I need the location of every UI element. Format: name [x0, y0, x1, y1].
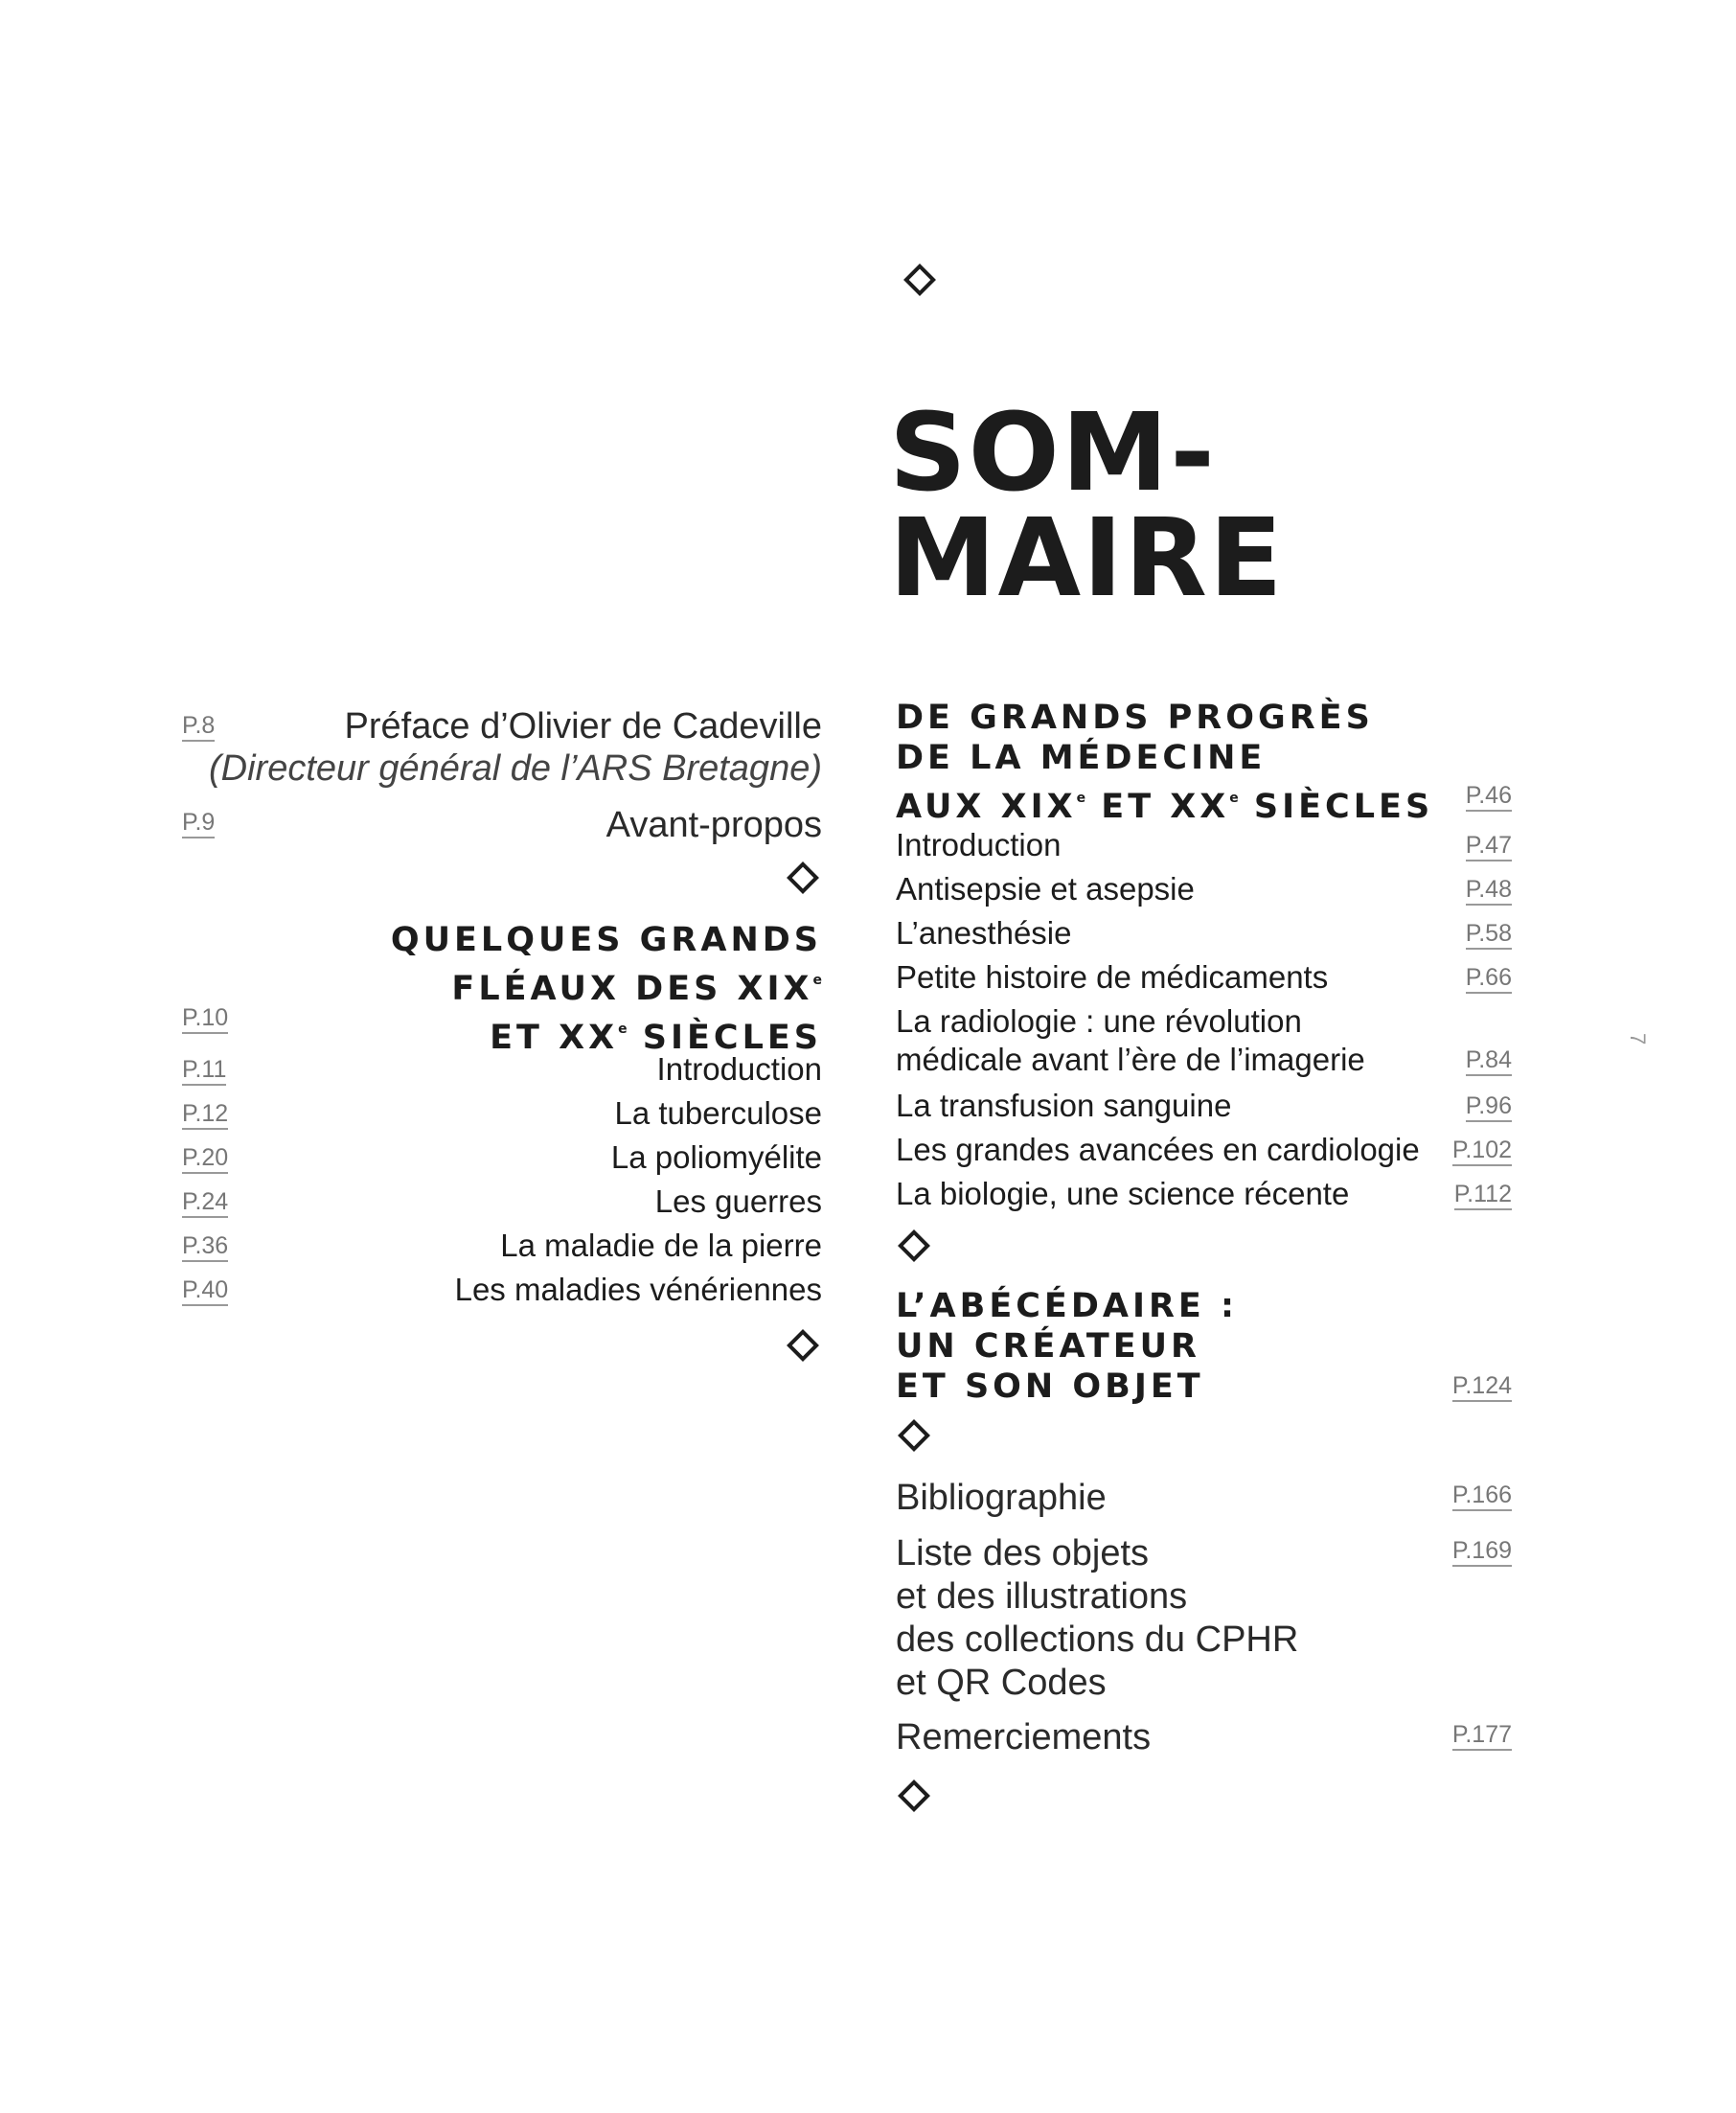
toc-foreword[interactable]: [182, 803, 822, 851]
toc-item-label: Les maladies vénériennes: [454, 1272, 822, 1307]
section-heading-line-3: ET SON OBJET: [896, 1367, 1204, 1406]
object-list-line-1: Liste des objets: [896, 1533, 1150, 1573]
right-diamond-ornament-1: [898, 1229, 930, 1262]
page-ref: P.112: [1454, 1181, 1512, 1210]
right-diamond-ornament-2: [898, 1419, 930, 1452]
toc-item[interactable]: [896, 1131, 1512, 1169]
page-ref: P.20: [182, 1144, 228, 1174]
page-title: [889, 391, 1285, 621]
title-line-1: SOM-: [889, 391, 1217, 516]
toc-item[interactable]: [182, 1138, 822, 1177]
top-diamond-ornament: [903, 264, 936, 296]
acknowledgements-label: Remerciements: [896, 1717, 1152, 1757]
section-heading-line-1: QUELQUES GRANDS: [390, 921, 822, 959]
page-ref: P.177: [1452, 1721, 1512, 1751]
toc-item[interactable]: [182, 1227, 822, 1265]
page-ref: P.84: [1466, 1046, 1512, 1076]
toc-item[interactable]: [896, 870, 1512, 908]
section-heading: [896, 1286, 1238, 1407]
page-ref: P.66: [1466, 964, 1512, 994]
toc-item[interactable]: [896, 914, 1512, 953]
page-ref: P.12: [182, 1100, 228, 1130]
left-diamond-ornament-2: [787, 1329, 819, 1362]
toc-item[interactable]: [182, 1271, 822, 1309]
page-ref: P.8: [182, 712, 215, 742]
page-ref: P.9: [182, 809, 215, 838]
page-ref: P.48: [1466, 876, 1512, 906]
section-heading-line-1: L’ABÉCÉDAIRE :: [896, 1287, 1239, 1325]
section-heading: [896, 698, 1433, 827]
left-diamond-ornament-1: [787, 861, 819, 894]
toc-item[interactable]: [182, 1183, 822, 1221]
toc-item[interactable]: [182, 1094, 822, 1133]
toc-section-abecedaire[interactable]: [896, 1286, 1512, 1407]
toc-item[interactable]: [896, 1002, 1512, 1083]
section-heading-line-1: DE GRANDS PROGRÈS: [896, 699, 1374, 737]
object-list-line-3: des collections du CPHR: [896, 1619, 1299, 1660]
preface-sublabel: (Directeur général de l’ARS Bretagne): [209, 748, 822, 789]
toc-item-label: La tuberculose: [614, 1095, 822, 1131]
toc-item-label: L’anesthésie: [896, 915, 1072, 951]
toc-item-label: Les grandes avancées en cardiologie: [896, 1132, 1420, 1167]
toc-bibliography[interactable]: [896, 1476, 1512, 1524]
toc-item-label: Les guerres: [654, 1183, 822, 1219]
page-ref: P.46: [1466, 782, 1512, 812]
section-heading: [391, 920, 822, 1058]
bottom-diamond-ornament: [898, 1780, 930, 1812]
page-number: 7: [1626, 1033, 1650, 1045]
page-ref: P.58: [1466, 920, 1512, 950]
toc-item[interactable]: [896, 1087, 1512, 1125]
toc-item-label: Introduction: [656, 1051, 822, 1087]
foreword-label: Avant-propos: [605, 805, 822, 845]
bibliography-label: Bibliographie: [896, 1478, 1107, 1518]
section-heading-line-2: FLÉAUX DES XIXe: [451, 970, 822, 1008]
toc-preface[interactable]: [182, 704, 822, 791]
page-ref: P.169: [1452, 1537, 1512, 1567]
page-ref: P.47: [1466, 832, 1512, 861]
page-ref: P.24: [182, 1188, 228, 1218]
preface-label: Préface d’Olivier de Cadeville: [344, 706, 822, 746]
section-heading-line-3: ET XXe SIÈCLES: [490, 1019, 822, 1057]
toc-item[interactable]: [896, 958, 1512, 997]
page-ref: P.96: [1466, 1092, 1512, 1122]
toc-acknowledgements[interactable]: [896, 1715, 1512, 1763]
toc-item-label: Introduction: [896, 827, 1062, 862]
section-heading-line-3: AUX XIXe ET XXe SIÈCLES: [896, 788, 1434, 826]
section-heading-line-2: DE LA MÉDECINE: [896, 739, 1267, 777]
title-line-2: MAIRE: [889, 496, 1285, 621]
toc-object-list[interactable]: [896, 1531, 1512, 1708]
page-ref: P.10: [182, 1004, 228, 1034]
toc-item-label-line-2: médicale avant l’ère de l’imagerie: [896, 1042, 1365, 1077]
page-ref: P.102: [1452, 1137, 1512, 1166]
object-list-line-4: et QR Codes: [896, 1663, 1107, 1703]
toc-item-label: La poliomyélite: [610, 1139, 822, 1175]
toc-item[interactable]: [182, 1050, 822, 1089]
toc-item-label: La biologie, une science récente: [896, 1176, 1350, 1211]
page-ref: P.40: [182, 1276, 228, 1306]
toc-item-label: La transfusion sanguine: [896, 1088, 1232, 1123]
toc-section-progress[interactable]: [896, 698, 1512, 826]
page-ref: P.11: [182, 1056, 226, 1086]
toc-item-label: Antisepsie et asepsie: [896, 871, 1195, 907]
toc-section-scourges[interactable]: [182, 920, 822, 1057]
object-list-line-2: et des illustrations: [896, 1576, 1188, 1617]
toc-item-label: La radiologie : une révolution: [896, 1003, 1302, 1039]
page-ref: P.124: [1452, 1372, 1512, 1402]
toc-item[interactable]: [896, 1175, 1512, 1213]
section-heading-line-2: UN CRÉATEUR: [896, 1327, 1200, 1366]
toc-item-label: La maladie de la pierre: [500, 1228, 822, 1263]
toc-item[interactable]: [896, 826, 1512, 864]
toc-item-label: Petite histoire de médicaments: [896, 959, 1329, 995]
page-ref: P.36: [182, 1232, 228, 1262]
page-ref: P.166: [1452, 1481, 1512, 1511]
